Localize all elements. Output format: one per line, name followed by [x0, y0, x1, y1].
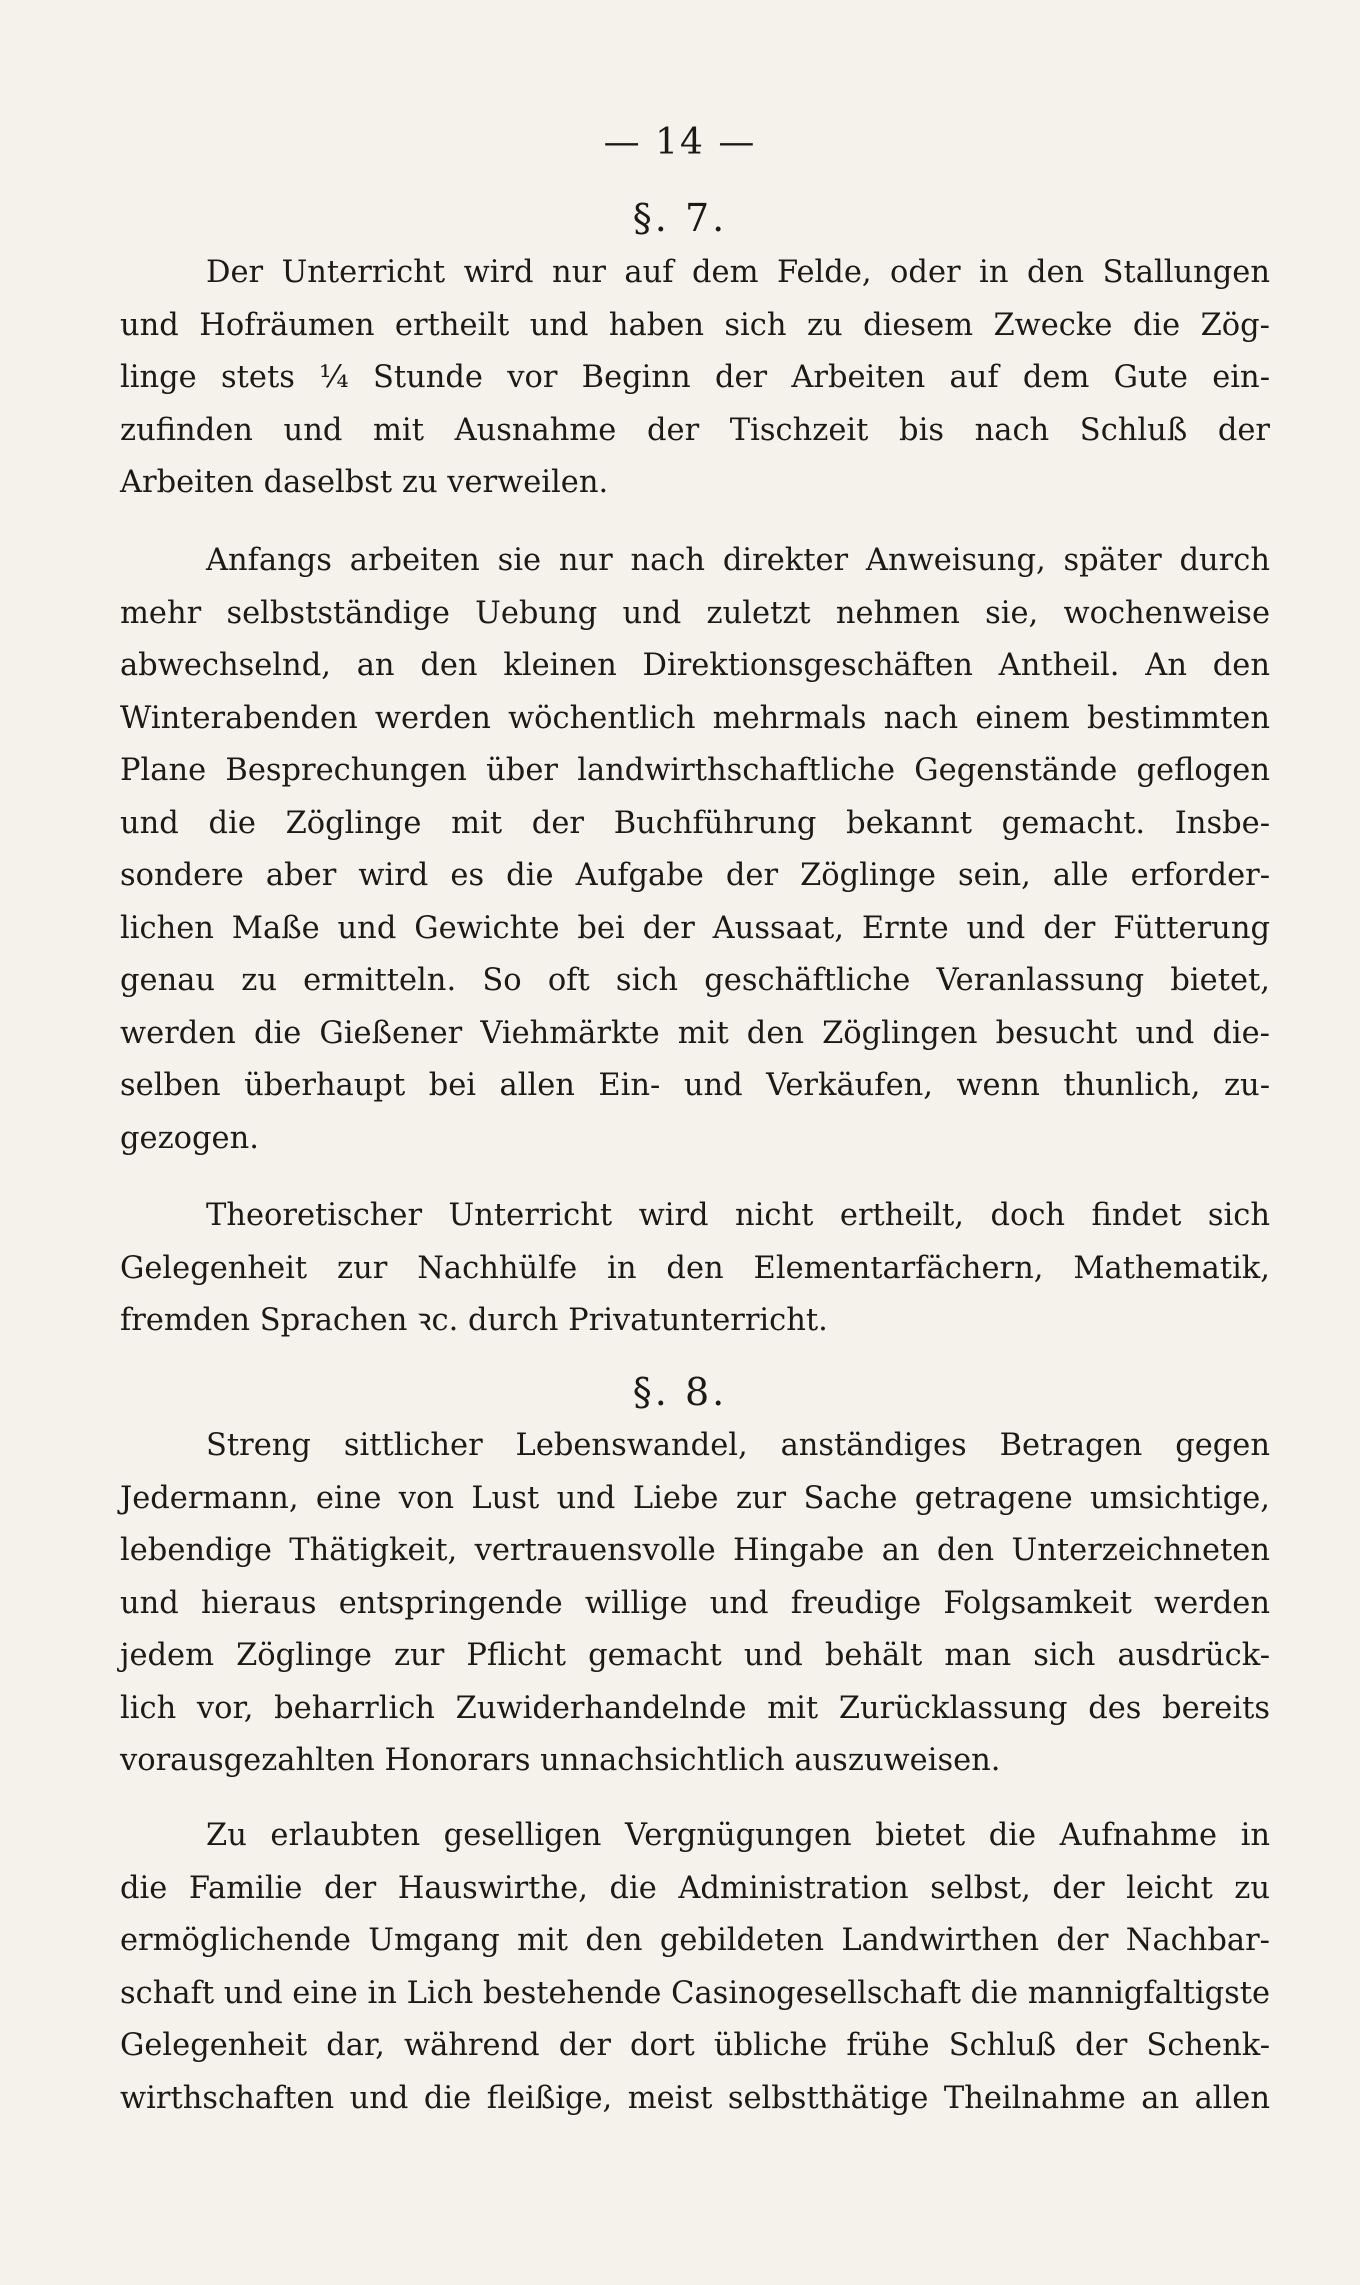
text-line: Arbeiten daselbst zu verweilen.	[120, 465, 609, 500]
section-7-paragraph-3	[120, 1190, 1270, 1348]
section-8-paragraph-2	[120, 1810, 1270, 2125]
text-line: Gelegenheit zur Nachhülfe in den Elementarfächern, Mathematik,	[120, 1250, 1270, 1286]
text-line: gezogen.	[120, 1120, 259, 1156]
section-8-paragraph-1	[120, 1420, 1270, 1788]
text-line: abwechselnd, an den kleinen Direktionsgeschäften Antheil. An den	[120, 648, 1270, 683]
text-line: lebendige Thätigkeit, vertrauensvolle Hingabe an den Unterzeichneten	[120, 1533, 1270, 1568]
text-line: lichen Maße und Gewichte bei der Aussaat, Ernte und der Fütterung	[120, 910, 1270, 946]
text-line: Streng sittlicher Lebenswandel, anständiges Betragen gegen	[206, 1428, 1270, 1463]
text-line: lich vor, beharrlich Zuwiderhandelnde mit Zurücklassung des bereits	[120, 1690, 1270, 1726]
section-heading-8: §. 8.	[632, 1370, 728, 1414]
text-line: selben überhaupt bei allen Ein- und Verkäufen, wenn thunlich, zu-	[120, 1068, 1270, 1103]
text-line: linge stets ¼ Stunde vor Beginn der Arbeiten auf dem Gute ein-	[120, 360, 1270, 395]
text-line: vorausgezahlten Honorars unnachsichtlich auszuweisen.	[120, 1743, 1001, 1778]
text-line: und hieraus entspringende willige und freudige Folgsamkeit werden	[120, 1585, 1270, 1621]
text-line: fremden Sprachen ꝛc. durch Privatunterricht.	[120, 1303, 828, 1338]
text-line: zufinden und mit Ausnahme der Tischzeit bis nach Schluß der	[120, 412, 1270, 448]
text-line: sondere aber wird es die Aufgabe der Zöglinge sein, alle erforder-	[120, 858, 1270, 893]
text-line: Plane Besprechungen über landwirthschaftliche Gegenstände geflogen	[120, 753, 1270, 788]
section-7-paragraph-1	[120, 247, 1270, 510]
text-line: wirthschaften und die fleißige, meist selbstthätige Theilnahme an allen	[120, 2080, 1270, 2116]
section-heading-7: §. 7.	[632, 196, 728, 240]
text-line: die Familie der Hauswirthe, die Administration selbst, der leicht zu	[120, 1870, 1270, 1906]
text-line: jedem Zöglinge zur Pflicht gemacht und behält man sich ausdrück-	[120, 1638, 1270, 1673]
text-line: und Hofräumen ertheilt und haben sich zu diesem Zwecke die Zög-	[120, 307, 1270, 343]
text-line: werden die Gießener Viehmärkte mit den Zöglingen besucht und die-	[120, 1015, 1270, 1051]
text-line: und die Zöglinge mit der Buchführung bekannt gemacht. Insbe-	[120, 805, 1270, 841]
page-number: — 14 —	[603, 122, 757, 163]
text-line: mehr selbstständige Uebung und zuletzt nehmen sie, wochenweise	[120, 595, 1270, 631]
text-line: ermöglichende Umgang mit den gebildeten Landwirthen der Nachbar-	[120, 1923, 1270, 1958]
text-line: Winterabenden werden wöchentlich mehrmals nach einem bestimmten	[120, 700, 1270, 736]
text-line: schaft und eine in Lich bestehende Casinogesellschaft die mannigfaltigste	[120, 1975, 1271, 2011]
text-line: Theoretischer Unterricht wird nicht ertheilt, doch findet sich	[206, 1198, 1270, 1233]
text-line: Der Unterricht wird nur auf dem Felde, oder in den Stallungen	[206, 255, 1270, 290]
text-line: Jedermann, eine von Lust und Liebe zur Sache getragene umsichtige,	[120, 1480, 1270, 1516]
text-line: Anfangs arbeiten sie nur nach direkter Anweisung, später durch	[206, 543, 1270, 578]
section-7-paragraph-2	[120, 535, 1270, 1165]
text-line: genau zu ermitteln. So oft sich geschäftliche Veranlassung bietet,	[120, 963, 1270, 998]
text-line: Zu erlaubten geselligen Vergnügungen bietet die Aufnahme in	[206, 1818, 1270, 1853]
text-line: Gelegenheit dar, während der dort übliche frühe Schluß der Schenk-	[120, 2028, 1270, 2063]
